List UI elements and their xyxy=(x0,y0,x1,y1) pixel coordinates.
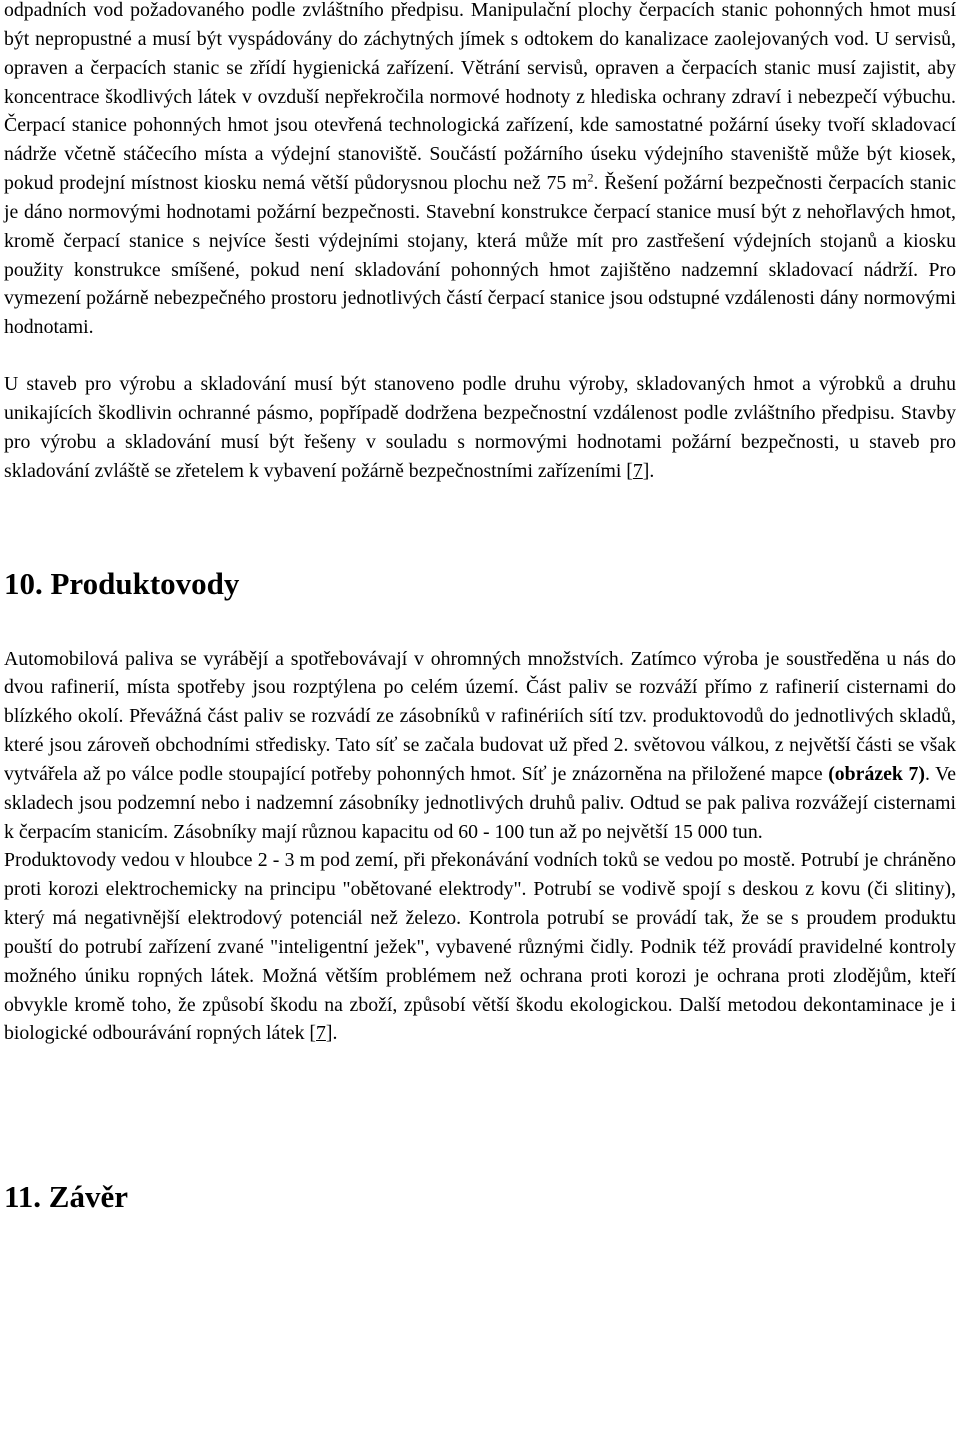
paragraph-text: ]. xyxy=(642,459,655,482)
section-heading-11: 11. Závěr xyxy=(4,1179,128,1215)
paragraph-text: Produktovody vedou v hloubce 2 - 3 m pod zemí, při překonávání vodních toků se vedou po mostě. Potrubí je chráněno proti korozi elektrochemicky na principu "obětované elektrody". Potrubí se vodivě spojí s deskou z kovu (či slitiny), který má negativnější elektrodový potenciál než železo. Kontrola potrubí se provádí tak, že se s proudem produktu pouští do potrubí zařízení zvané "inteligentní ježek", vybavené různými čidly. Podnik též provádí pravidelné kontroly možného úniku ropných látek. Možná větším problémem než ochrana proti korozi je ochrana proti zlodějům, kteří obvykle kromě toho, že způsobí škodu na zboží, způsobí větší škodu ekologickou. Další metodou dekontaminace je i biologické odbourávání ropných látek [ xyxy=(4,849,956,1045)
reference-link[interactable]: 7 xyxy=(316,1022,326,1045)
superscript: 2 xyxy=(587,170,594,185)
paragraph-pipelines xyxy=(4,846,956,1048)
paragraph-text: Automobilová paliva se vyrábějí a spotřebovávají v ohromných množstvích. Zatímco výroba je soustředěna u nás do dvou rafinerií, místa spotřeby jsou rozptýlena po celém území. Část paliv se rozváží přímo z rafinerií cisternami do blízkého okolí. Převážná část paliv se rozvádí ze zásobníků v rafinériích sítí tzv. produktovodů do jednotlivých skladů, které jsou zároveň obchodními středisky. Tato síť se začala budovat už před 2. světovou válkou, z největší části se však vytvářela až po válce podle stoupající potřeby pohonných hmot. Síť je znázorněna na přiložené mapce xyxy=(4,647,956,785)
paragraph-production-storage xyxy=(4,370,956,485)
paragraph-gas-stations xyxy=(4,0,956,342)
section-heading-10: 10. Produktovody xyxy=(4,565,240,601)
reference-link[interactable]: 7 xyxy=(632,459,643,482)
paragraph-fuels xyxy=(4,645,956,847)
paragraph-text: . Řešení požární bezpečnosti čerpacích stanic je dáno normovými hodnotami požární bezpečnosti. Stavební konstrukce čerpací stanice musí být z nehořlavých hmot, kromě čerpací stanice s nejvíce šesti výdejními stojany, která může mít pro zastřešení výdejních stojanů a kiosku použity konstrukce smíšené, pokud není skladování pohonných hmot zajištěno nadzemní skladovací nádrží. Pro vymezení požárně nebezpečného prostoru jednotlivých částí čerpací stanice jsou odstupné vzdálenosti dány normovými hodnotami. xyxy=(4,172,956,339)
paragraph-text: odpadních vod požadovaného podle zvláštního předpisu. Manipulační plochy čerpacích stanic pohonných hmot musí být nepropustné a musí být vyspádovány do záchytných jímek s odtokem do kanalizace zaolejovaných vod. U servisů, opraven a čerpacích stanic se zřídí hygienická zařízení. Větrání servisů, opraven a čerpacích stanic musí zajistit, aby koncentrace škodlivých látek v ovzduší nepřekročila normové hodnoty z hlediska ochrany zdraví i nebezpečí výbuchu. Čerpací stanice pohonných hmot jsou otevřená technologická zařízení, kde samostatné požární úseky tvoří skladovací nádrže včetně stáčecího místa a výdejní stanoviště. Součástí požárního úseku výdejního staveniště může být kiosek, pokud prodejní místnost kiosku nemá větší půdorysnou plochu než 75 m xyxy=(4,0,956,195)
paragraph-text: ]. xyxy=(325,1022,338,1045)
paragraph-text: U staveb pro výrobu a skladování musí být stanoveno podle druhu výroby, skladovaných hmot a výrobků a druhu unikajících škodlivin ochranné pásmo, popřípadě dodržena bezpečnostní vzdálenost podle zvláštního předpisu. Stavby pro výrobu a skladování musí být řešeny v souladu s normovými hodnotami požární bezpečnosti, u staveb pro skladování zvláště se zřetelem k vybavení požárně bezpečnostními zařízeními [ xyxy=(4,373,956,482)
document-page xyxy=(4,0,956,1217)
paragraph-text: . Ve skladech jsou podzemní nebo i nadzemní zásobníky jednotlivých druhů paliv. Odtud se pak paliva rozvážejí cisternami k čerpacím stanicím. Zásobníky mají různou kapacitu od 60 - 100 tun až po největší 15 000 tun. xyxy=(4,762,957,843)
figure-reference: (obrázek 7) xyxy=(828,762,925,785)
